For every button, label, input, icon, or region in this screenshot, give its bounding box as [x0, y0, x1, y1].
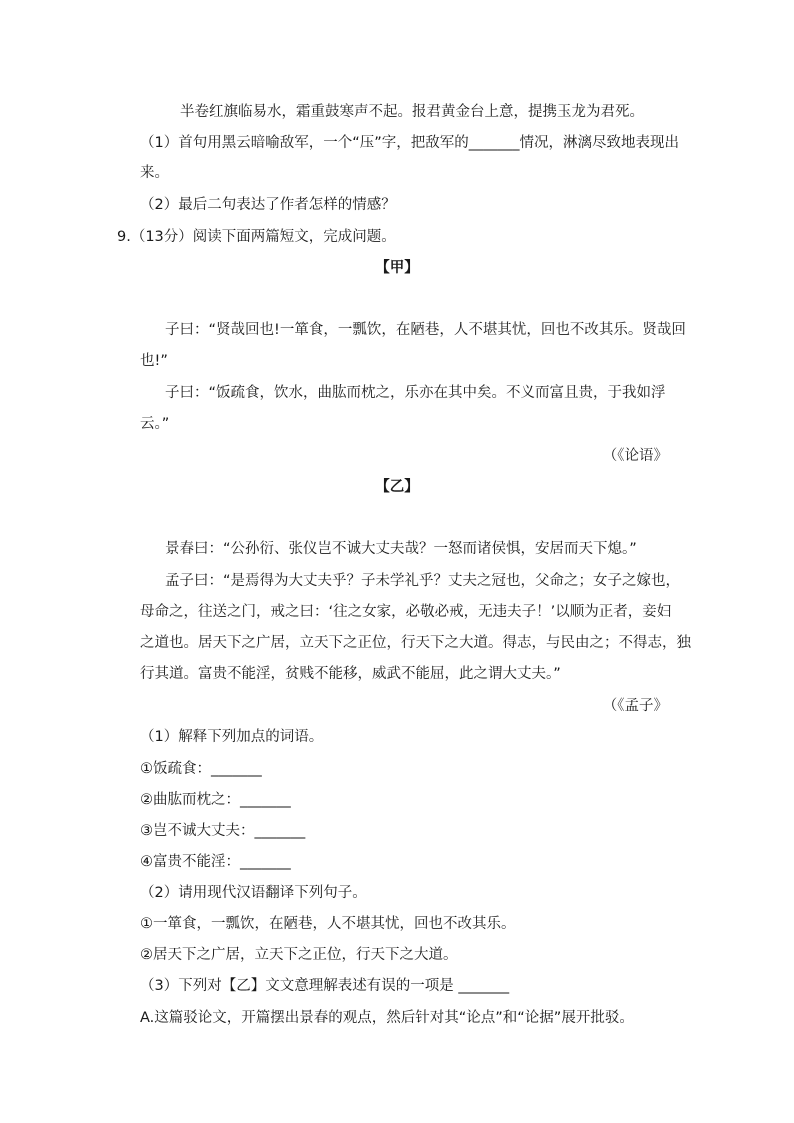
- passage-yi-p2-line1: 孟子曰：“是焉得为大丈夫乎？子未学礼乎？丈夫之冠也，父命之；女子之嫁也，: [165, 573, 681, 589]
- question-1-item-2: ②曲肱而枕之：_______: [140, 792, 291, 808]
- question-2-title: （2）请用现代汉语翻译下列句子。: [140, 885, 367, 901]
- question-1-item-3: ③岂不诚大丈夫：_______: [140, 823, 306, 839]
- passage-jia-heading: 【甲】: [375, 260, 419, 276]
- question-1-title: （1）解释下列加点的词语。: [140, 729, 324, 745]
- passage-yi-p1: 景春曰：“公孙衍、张仪岂不诚大丈夫哉？一怒而诸侯惧，安居而天下熄。”: [165, 541, 637, 557]
- passage-yi-source: （《孟子》: [602, 698, 668, 714]
- passage-jia-p2-line2: 云。”: [140, 416, 170, 432]
- question-3-option-a: A.这篇驳论文，开篇摆出景春的观点，然后针对其“论点”和“论据”展开批驳。: [140, 1010, 634, 1026]
- passage-yi-heading: 【乙】: [375, 479, 419, 495]
- passage-yi-p2-line4: 行其道。富贵不能淫，贫贱不能移，威武不能屈，此之谓大丈夫。”: [140, 666, 561, 682]
- question-2-item-1: ①一箪食，一瓢饮，在陋巷，人不堪其忧，回也不改其乐。: [140, 916, 516, 932]
- question-2-item-2: ②居天下之广居，立天下之正位，行天下之大道。: [140, 947, 458, 963]
- passage-yi-p2-line3: 之道也。居天下之广居，立天下之正位，行天下之大道。得志，与民由之；不得志，独: [140, 635, 691, 651]
- question-8-2: （2）最后二句表达了作者怎样的情感？: [140, 197, 396, 213]
- question-1-item-4: ④富贵不能淫：_______: [140, 854, 291, 870]
- passage-yi-p2-line2: 母命之，往送之门，戒之曰：‘往之女家，必敬必戒，无违夫子！’以顺为正者，妾妇: [140, 604, 672, 620]
- poem-tail-line: 半卷红旗临易水，霜重鼓寒声不起。报君黄金台上意，提携玉龙为君死。: [180, 104, 644, 120]
- question-8-1-line1: （1）首句用黑云暗喻敌军，一个“压”字，把敌军的_______情况，淋漓尽致地表现出: [140, 135, 679, 151]
- passage-jia-p1-line2: 也!”: [140, 353, 168, 369]
- question-8-1-line2: 来。: [140, 165, 169, 181]
- question-9-title: 9.（13分）阅读下面两篇短文，完成问题。: [117, 229, 396, 245]
- passage-jia-source: （《论语》: [602, 448, 668, 464]
- question-1-item-1: ①饭疏食：_______: [140, 761, 262, 777]
- passage-jia-p1-line1: 子曰：“贤哉回也!一箪食，一瓢饮，在陋巷，人不堪其忧，回也不改其乐。贤哉回: [165, 322, 686, 338]
- question-3-title: （3）下列对【乙】文文意理解表述有误的一项是 _______: [140, 978, 510, 994]
- passage-jia-p2-line1: 子曰：“饭疏食，饮水，曲肱而枕之，乐亦在其中矣。不义而富且贵，于我如浮: [165, 385, 666, 401]
